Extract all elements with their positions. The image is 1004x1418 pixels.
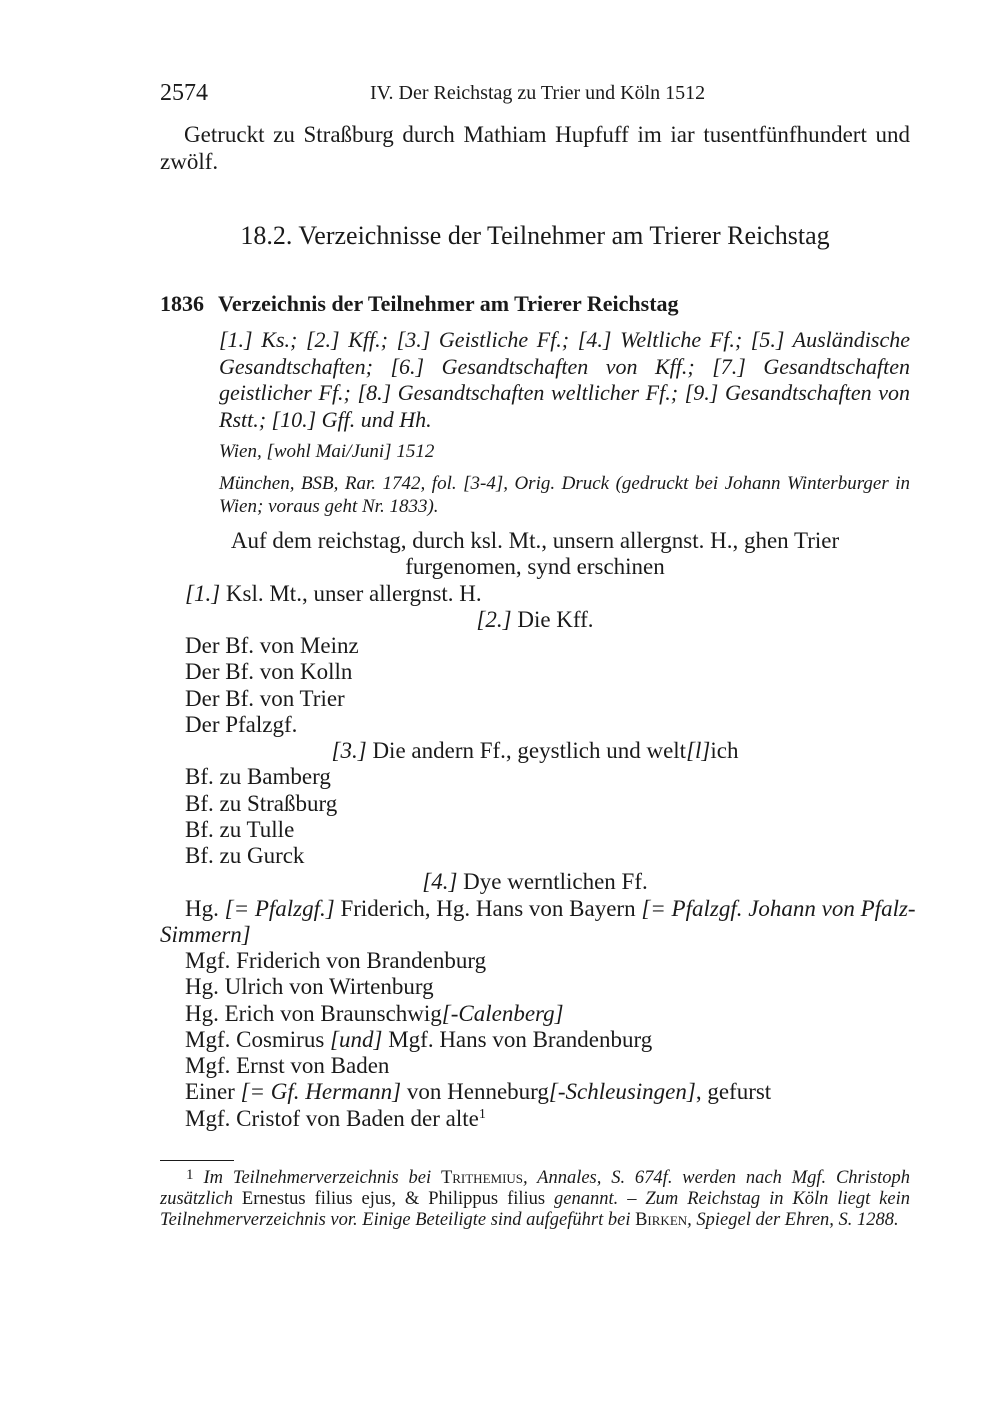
list-item: Bf. zu Straßburg: [185, 791, 338, 816]
section-1-marker: [1.]: [185, 581, 221, 606]
intro-line-2: furgenomen, synd erschinen: [405, 554, 665, 579]
section-1-line: [185, 581, 482, 607]
section-2-heading: [2.] Die Kff.: [476, 607, 594, 632]
footnote-divider: [160, 1160, 234, 1161]
running-title: IV. Der Reichstag zu Trier und Köln 1512: [370, 82, 706, 104]
list-item: Der Bf. von Trier: [185, 686, 345, 711]
document-date: Wien, [wohl Mai/Juni] 1512: [219, 441, 435, 462]
list-item: Mgf. Cristof von Baden der alte$^1$: [185, 1106, 486, 1131]
list-item: Mgf. Cosmirus [und] Mgf. Hans von Brandenburg: [185, 1027, 653, 1052]
footnote: $^1$ Im Teilnehmerverzeichnis bei Trithemius, Annales, S. 674f. werden nach Mgf. Christoph zusätzlich Ernestus filius ejus, & Philippus filius genannt. – Zum Reichstag in Köln liegt kein Teilnehmerverzeichnis vor. Einige Beteiligte sind aufgeführt bei Birken, Spiegel der Ehren, S. 1288.: [160, 1167, 910, 1230]
list-item: Bf. zu Gurck: [185, 843, 305, 868]
section-2-marker: [2.]: [476, 607, 512, 632]
list-item-continuation: Simmern]: [160, 922, 251, 947]
list-item: Der Bf. von Meinz: [185, 633, 359, 658]
list-item: Einer [= Gf. Hermann] von Henneburg[-Schleusingen], gefurst: [185, 1079, 772, 1104]
list-item: Mgf. Ernst von Baden: [185, 1053, 390, 1078]
document-summary: [1.] Ks.; [2.] Kff.; [3.] Geistliche Ff.; [4.] Weltliche Ff.; [5.] Ausländische Gesandtschaften; [6.] Gesandtschaften von Kff.; [7.] Gesandtschaften geistlicher Ff.; [8.] Gesandtschaften weltlicher Ff.; [9.] Gesandtschaften von Rstt.; [10.] Gff. und Hh.: [219, 327, 910, 432]
list-item: Bf. zu Tulle: [185, 817, 295, 842]
section-4-heading: [4.] Dye werntlichen Ff.: [422, 869, 648, 894]
document-title: Verzeichnis der Teilnehmer am Trierer Reichstag: [218, 291, 679, 316]
section-1-text: Ksl. Mt., unser allergnst. H.: [225, 581, 482, 606]
document-heading: [160, 291, 679, 317]
footnote-number: 1: [186, 1167, 194, 1183]
section-4-marker: [4.]: [422, 869, 458, 894]
colophon: Getruckt zu Straßburg durch Mathiam Hupfuff im iar tusentfünfhundert und zwölf.: [160, 122, 910, 174]
list-item: Hg. [= Pfalzgf.] Friderich, Hg. Hans von Bayern [= Pfalzgf. Johann von Pfalz-: [185, 896, 916, 921]
document-number: 1836: [160, 291, 204, 316]
section-3-marker: [3.]: [331, 738, 367, 763]
intro-line-1: Auf dem reichstag, durch ksl. Mt., unsern allergnst. H., ghen Trier: [230, 528, 840, 553]
author-trithemius: Trithemius: [440, 1168, 524, 1188]
list-item: Hg. Ulrich von Wirtenburg: [185, 974, 434, 999]
section-title: 18.2. Verzeichnisse der Teilnehmer am Trierer Reichstag: [240, 221, 830, 250]
list-item: Der Bf. von Kolln: [185, 659, 353, 684]
list-item: Der Pfalzgf.: [185, 712, 298, 737]
list-item: Mgf. Friderich von Brandenburg: [185, 948, 487, 973]
footnote-reference[interactable]: 1: [478, 1107, 486, 1122]
list-item: Hg. Erich von Braunschwig[-Calenberg]: [185, 1001, 564, 1026]
section-3-heading: [3.] Die andern Ff., geystlich und welt[l]ich: [331, 738, 739, 763]
list-item: Bf. zu Bamberg: [185, 764, 331, 789]
author-birken: Birken: [635, 1210, 688, 1230]
document-source: München, BSB, Rar. 1742, fol. [3-4], Orig. Druck (gedruckt bei Johann Winterburger in Wien; voraus geht Nr. 1833).: [219, 473, 910, 517]
page-number: 2574: [160, 80, 208, 106]
